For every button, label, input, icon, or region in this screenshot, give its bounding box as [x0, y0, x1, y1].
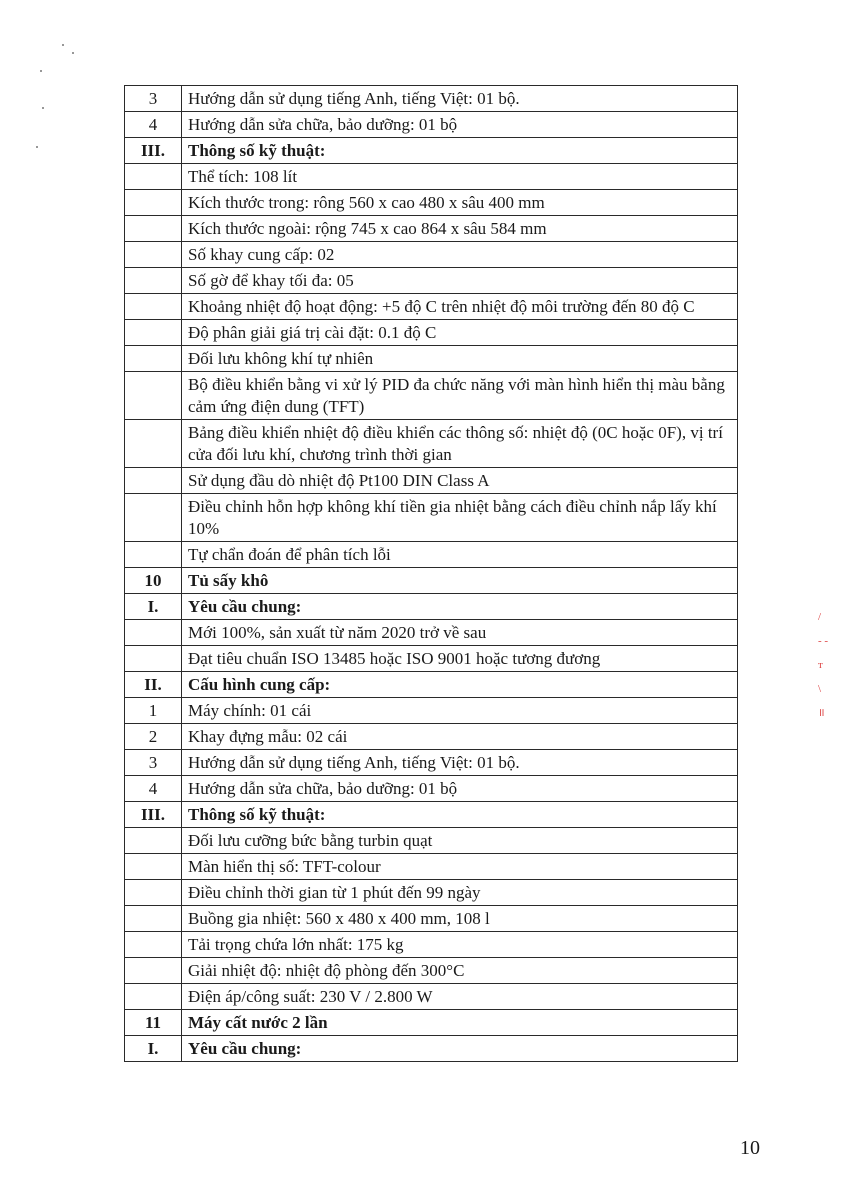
row-number: 1 [125, 698, 182, 724]
row-text: Sử dụng đầu dò nhiệt độ Pt100 DIN Class A [182, 468, 738, 494]
row-text: Hướng dẫn sửa chữa, bảo dưỡng: 01 bộ [182, 112, 738, 138]
page-number: 10 [740, 1137, 760, 1159]
row-number [125, 216, 182, 242]
row-text: Mới 100%, sản xuất từ năm 2020 trở về sau [182, 620, 738, 646]
row-number: 4 [125, 112, 182, 138]
row-text: Hướng dẫn sử dụng tiếng Anh, tiếng Việt: 01 bộ. [182, 750, 738, 776]
row-number: III. [125, 138, 182, 164]
table-row [125, 420, 738, 468]
row-number [125, 346, 182, 372]
row-text: Hướng dẫn sử dụng tiếng Anh, tiếng Việt: 01 bộ. [182, 86, 738, 112]
table-row [125, 164, 738, 190]
row-number: I. [125, 594, 182, 620]
row-text: Đạt tiêu chuẩn ISO 13485 hoặc ISO 9001 hoặc tương đương [182, 646, 738, 672]
row-text: Khay đựng mẫu: 02 cái [182, 724, 738, 750]
row-number: 3 [125, 86, 182, 112]
table-row [125, 750, 738, 776]
margin-red-mark: / - - т \ ॥ [818, 611, 829, 719]
row-text: Điều chỉnh thời gian từ 1 phút đến 99 ngày [182, 880, 738, 906]
table-row [125, 698, 738, 724]
table-row [125, 216, 738, 242]
row-number: I. [125, 1036, 182, 1062]
table-row [125, 958, 738, 984]
spec-table [124, 85, 738, 1062]
table-row [125, 494, 738, 542]
row-number: 11 [125, 1010, 182, 1036]
row-text: Điện áp/công suất: 230 V / 2.800 W [182, 984, 738, 1010]
row-number [125, 906, 182, 932]
row-text: Thông số kỹ thuật: [182, 138, 738, 164]
table-row [125, 906, 738, 932]
row-text: Tải trọng chứa lớn nhất: 175 kg [182, 932, 738, 958]
row-text: Bảng điều khiển nhiệt độ điều khiển các thông số: nhiệt độ (0C hoặc 0F), vị trí cửa đối lưu khí, chương trình thời gian [182, 420, 738, 468]
row-text: Khoảng nhiệt độ hoạt động: +5 độ C trên nhiệt độ môi trường đến 80 độ C [182, 294, 738, 320]
row-text: Máy chính: 01 cái [182, 698, 738, 724]
table-row [125, 672, 738, 698]
table-row [125, 724, 738, 750]
row-number: 4 [125, 776, 182, 802]
row-text: Hướng dẫn sửa chữa, bảo dưỡng: 01 bộ [182, 776, 738, 802]
row-number [125, 420, 182, 468]
table-row [125, 372, 738, 420]
table-row [125, 880, 738, 906]
row-text: Độ phân giải giá trị cài đặt: 0.1 độ C [182, 320, 738, 346]
row-text: Số khay cung cấp: 02 [182, 242, 738, 268]
table-row [125, 138, 738, 164]
table-row [125, 984, 738, 1010]
row-text: Đối lưu cưỡng bức bằng turbin quạt [182, 828, 738, 854]
row-text: Tự chẩn đoán để phân tích lỗi [182, 542, 738, 568]
row-number: III. [125, 802, 182, 828]
table-row [125, 294, 738, 320]
scan-speck [42, 107, 44, 109]
table-row [125, 468, 738, 494]
row-number [125, 372, 182, 420]
row-number [125, 854, 182, 880]
scan-speck [40, 70, 42, 72]
row-text: Thông số kỹ thuật: [182, 802, 738, 828]
table-row [125, 828, 738, 854]
row-text: Giải nhiệt độ: nhiệt độ phòng đến 300°C [182, 958, 738, 984]
row-text: Buồng gia nhiệt: 560 x 480 x 400 mm, 108 l [182, 906, 738, 932]
table-row [125, 542, 738, 568]
row-text: Số gờ để khay tối đa: 05 [182, 268, 738, 294]
table-row [125, 620, 738, 646]
table-row [125, 242, 738, 268]
row-number: 3 [125, 750, 182, 776]
row-number [125, 880, 182, 906]
table-row [125, 802, 738, 828]
row-number: II. [125, 672, 182, 698]
table-row [125, 1036, 738, 1062]
scan-speck [72, 52, 74, 54]
table-row [125, 932, 738, 958]
row-number [125, 494, 182, 542]
table-row [125, 1010, 738, 1036]
row-number [125, 164, 182, 190]
row-number [125, 958, 182, 984]
table-row [125, 190, 738, 216]
scan-speck [36, 146, 38, 148]
row-text: Máy cất nước 2 lần [182, 1010, 738, 1036]
row-text: Yêu cầu chung: [182, 1036, 738, 1062]
row-number [125, 984, 182, 1010]
table-row [125, 646, 738, 672]
row-text: Kích thước trong: rông 560 x cao 480 x sâu 400 mm [182, 190, 738, 216]
row-number [125, 468, 182, 494]
row-text: Màn hiển thị số: TFT-colour [182, 854, 738, 880]
row-text: Tủ sấy khô [182, 568, 738, 594]
row-text: Đối lưu không khí tự nhiên [182, 346, 738, 372]
table-row [125, 268, 738, 294]
table-row [125, 776, 738, 802]
scan-speck [62, 44, 64, 46]
table-row [125, 594, 738, 620]
table-row [125, 854, 738, 880]
table-row [125, 86, 738, 112]
row-number [125, 242, 182, 268]
row-number [125, 828, 182, 854]
row-text: Điều chỉnh hỗn hợp không khí tiền gia nhiệt bằng cách điều chỉnh nắp lấy khí 10% [182, 494, 738, 542]
row-text: Bộ điều khiển bằng vi xử lý PID đa chức năng với màn hình hiển thị màu bằng cảm ứng điện dung (TFT) [182, 372, 738, 420]
row-text: Yêu cầu chung: [182, 594, 738, 620]
row-number [125, 932, 182, 958]
table-row [125, 346, 738, 372]
row-number [125, 320, 182, 346]
table-row [125, 320, 738, 346]
row-number [125, 646, 182, 672]
row-number: 10 [125, 568, 182, 594]
row-text: Kích thước ngoài: rộng 745 x cao 864 x sâu 584 mm [182, 216, 738, 242]
row-number [125, 294, 182, 320]
row-number: 2 [125, 724, 182, 750]
row-number [125, 620, 182, 646]
table-row [125, 568, 738, 594]
row-number [125, 542, 182, 568]
row-number [125, 268, 182, 294]
row-text: Thể tích: 108 lít [182, 164, 738, 190]
table-row [125, 112, 738, 138]
row-text: Cấu hình cung cấp: [182, 672, 738, 698]
row-number [125, 190, 182, 216]
